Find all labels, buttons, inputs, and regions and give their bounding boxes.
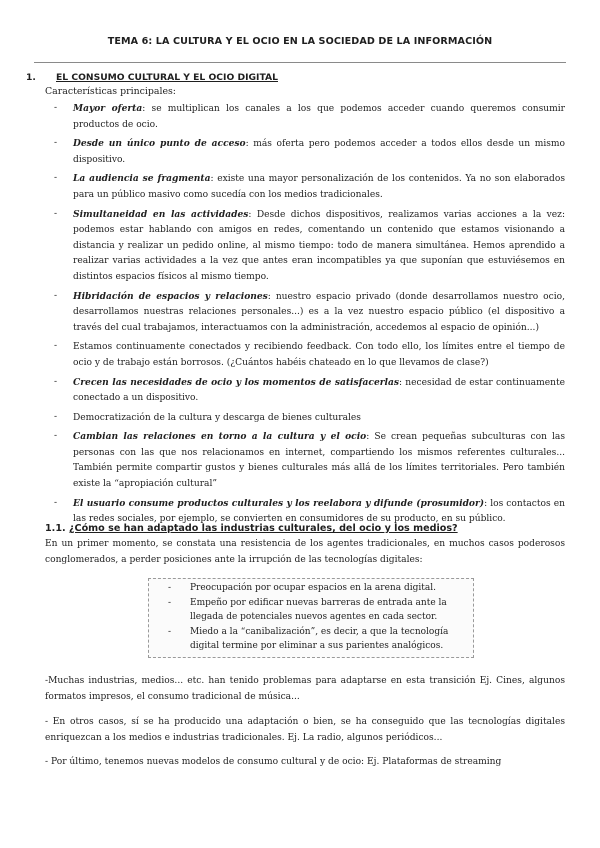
section-1-1-intro: En un primer momento, se constata una resistencia de los agentes tradicionales, en muchos casos poderosos conglomerados, a perder posiciones ante la irrupción de las tecnologías digitales:	[45, 539, 565, 565]
quote-list	[164, 582, 464, 655]
section-1-number: 1.	[26, 72, 36, 83]
page-title: TEMA 6: LA CULTURA Y EL OCIO EN LA SOCIEDAD DE LA INFORMACIÓN	[107, 36, 493, 47]
paragraph-adaptation: - En otros casos, sí se ha producido una adaptación o bien, se ha conseguido que las tecnologías digitales enriquezcan a los medios e industrias tradicionales. Ej. La radio, algunos periódicos...	[45, 717, 565, 743]
list-item: - El usuario consume productos culturales y los reelabora y difunde (prosumidor): los contactos en las redes sociales, por ejemplo, se convierten en consumidores de su producto, en su público.	[54, 497, 565, 525]
list-item: - Cambian las relaciones en torno a la cultura y el ocio: Se crean pequeñas subculturas con las personas con las que nos relacionamos en internet, compartiendo los mismos referentes culturales... También permite compartir gustos y bienes culturales más allá de los límites territoriales. Pero también existe la “apropiación cultural”	[54, 431, 566, 490]
list-item: - Empeño por edificar nuevas barreras de entrada ante la llegada de potenciales nuevos agentes en cada sector.	[168, 598, 447, 622]
list-item: - Mayor oferta: se multiplican los canales a los que podemos acceder cuando queremos consumir productos de ocio.	[54, 103, 565, 130]
characteristics-list	[45, 101, 565, 531]
list-item: - La audiencia se fragmenta: existe una mayor personalización de los contenidos. Ya no son elaborados para un público masivo como sucedía con los medios tradicionales.	[54, 173, 565, 200]
paragraph-new-models: - Por último, tenemos nuevas modelos de consumo cultural y de ocio: Ej. Plataformas de streaming	[45, 757, 502, 767]
list-item: - Hibridación de espacios y relaciones: nuestro espacio privado (donde desarrollamos nuestro ocio, desarrollamos nuestras relaciones personales...) es a la vez nuestro espacio público (el dispositivo a través del cual trabajamos, interactuamos con la administración, accedemos al espacio de opinión...)	[54, 290, 565, 333]
section-1-1-title: ¿Cómo se han adaptado las industrias culturales, del ocio y los medios?	[68, 523, 458, 534]
list-item: - Estamos continuamente conectados y recibiendo feedback. Con todo ello, los límites entre el tiempo de ocio y de trabajo están borrosos. (¿Cuántos habéis chateado en lo que llevamos de clase?)	[54, 341, 565, 368]
paragraph-industries: -Muchas industrias, medios... etc. han tenido problemas para adaptarse en esta transición Ej. Cines, algunos formatos impresos, el consumo tradicional de música...	[45, 676, 565, 702]
list-item: - Crecen las necesidades de ocio y los momentos de satisfacerlas: necesidad de estar continuamente conectado a un dispositivo.	[54, 376, 565, 404]
section-1-intro: Características principales:	[45, 86, 176, 97]
list-item: - Preocupación por ocupar espacios en la arena digital.	[168, 583, 436, 593]
list-item: - Democratización de la cultura y descarga de bienes culturales	[54, 411, 361, 423]
title-divider	[34, 62, 566, 63]
section-1-title: EL CONSUMO CULTURAL Y EL OCIO DIGITAL	[56, 72, 278, 83]
section-1-1-heading	[45, 523, 458, 534]
list-item: - Desde un único punto de acceso: más oferta pero podemos acceder a todos ellos desde un mismo dispositivo.	[54, 138, 565, 165]
list-item: - Simultaneidad en las actividades: Desde dichos dispositivos, realizamos varias acciones a la vez: podemos estar hablando con amigos en redes, comentando un contenido que estamos visionando a distancia y realizar un pedido online, al mismo tiempo: todo de manera simultánea. Hemos aprendido a realizar varias actividades a la vez que antes eran incompatibles ya que suponían que estuviésemos en distintos espacios físicos al mismo tiempo.	[54, 208, 566, 282]
list-item: - Miedo a la “canibalización”, es decir, a que la tecnología digital termine por eliminar a sus parientes analógicos.	[168, 627, 449, 651]
section-1-heading	[26, 72, 278, 83]
section-1-1-number: 1.1.	[45, 523, 66, 534]
